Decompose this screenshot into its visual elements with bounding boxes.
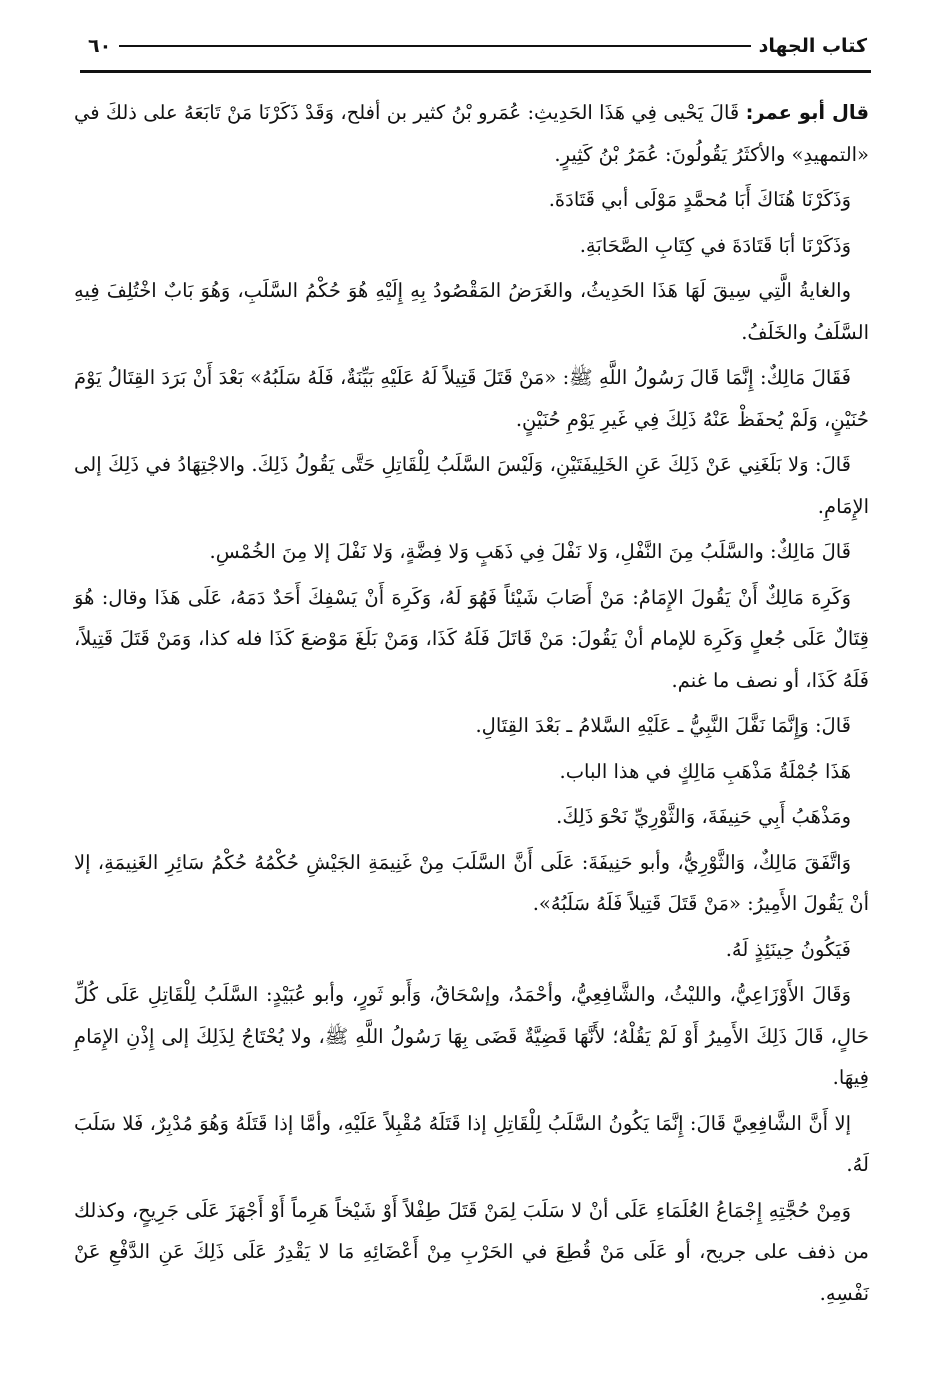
paragraph-11: ومَذْهَبُ أَبِي حَنِيفَةَ، وَالثَّوْرِيِّ نَحْوَ ذَلِكَ. bbox=[556, 805, 851, 828]
body-text bbox=[74, 92, 869, 1318]
paragraph-text: قَالَ يَحْيى فِي هَذَا الحَدِيثِ: عُمَرو بْنُ كثير بن أفلح، وَقَدْ ذَكَرْنَا مَنْ تَابَعَهُ على ذلكَ في «التمهيدِ» والأكثَرُ يَقُولُونَ: عُمَرُ بْنُ كَثِيرٍ. bbox=[74, 101, 869, 166]
paragraph-lead-in: قال أبو عمر: bbox=[745, 101, 870, 124]
header-rule bbox=[119, 45, 750, 47]
paragraph-13: فَيَكُونُ حِينَئِذٍ لَهُ. bbox=[725, 937, 851, 961]
running-header bbox=[80, 28, 871, 64]
paragraph-2: وَذَكَرْنَا هُنَاكَ أَبَا مُحمَّدٍ مَوْلَى أبي قَتَادَةَ. bbox=[548, 188, 851, 211]
paragraph-6: قَالَ: وَلا بَلَغَنِي عَنْ ذَلِكَ عَنِ الخَلِيفَتَيْنِ، وَلَيْسَ السَّلَبُ لِلْقَاتِلِ حَتَّى يَقُولُ ذَلِكَ. والاجْتِهَادُ في ذَلِكَ إلى الإِمَامِ. bbox=[74, 453, 869, 518]
paragraph-5: فَقَالَ مَالِكٌ: إِنَّمَا قَالَ رَسُولُ اللَّهِ ﷺ: «مَنْ قَتَلَ قَتِيلاً لَهُ عَلَيْهِ بَيِّنَةٌ، فَلَهُ سَلَبُهُ» بَعْدَ أَنْ بَرَدَ القِتَالُ يَوْمَ حُنَيْنٍ، وَلَمْ يُحفَظْ عَنْهُ ذَلِكَ فِي غَيرِ يَوْمِ حُنَيْنٍ. bbox=[74, 366, 869, 431]
paragraph-12: وَاتَّفَقَ مَالِكٌ، وَالثَّوْرِيُّ، وأبو حَنِيفَةَ: عَلَى أَنَّ السَّلَبَ مِنْ غَنِيمَةِ الجَيْشِ حُكْمُهُ حُكْمُ سَائِرِ الغَنِيمَةِ، إلا أنْ يَقُولَ الأَمِيرُ: «مَنْ قَتَلَ قَتِيلاً فَلَهُ سَلَبُهُ». bbox=[74, 850, 869, 915]
page-number: ٦٠ bbox=[88, 35, 112, 57]
header-divider bbox=[80, 70, 871, 73]
paragraph-15: إلا أَنَّ الشَّافِعِيَّ قَالَ: إِنَّمَا يَكُونُ السَّلَبُ لِلْقَاتِلِ إذا قَتَلَهُ مُقْبِلاً عَلَيْهِ، وأمَّا إذا قَتَلَهُ وَهُوَ مُدْبِرٌ، فَلا سَلَبَ لَهُ. bbox=[74, 1111, 869, 1176]
paragraph-14: وَقَالَ الأَوْزَاعِيُّ، والليْثُ، والشَّافِعِيُّ، وأحْمَدُ، وإسْحَاقُ، وَأَبو ثَورٍ، وأبو عُبَيْدٍ: السَّلَبُ لِلْقَاتِلِ عَلَى كُلِّ حَالٍ، قَالَ ذَلِكَ الأَمِيرُ أَوْ لَمْ يَقُلْهُ؛ لأَنَّهَا قَضِيَّةٌ قَضَى بِهَا رَسُولُ اللَّهِ ﷺ، ولا يُحْتَاجُ لِذَلِكَ إلى إِذْنِ الإِمَامِ فِيهَا. bbox=[74, 983, 869, 1089]
paragraph-10: هَذَا جُمْلَةُ مَذْهَبِ مَالِكٍ في هذا الباب. bbox=[559, 759, 851, 783]
paragraph-9: قَالَ: وَإِنَّمَا نَفَّلَ النَّبِيُّ ـ عَلَيْهِ السَّلامُ ـ بَعْدَ القِتَالِ. bbox=[475, 714, 851, 737]
paragraph-8: وَكَرِهَ مَالِكٌ أَنْ يَقُولَ الإِمَامُ: مَنْ أَصَابَ شَيْئاً فَهُوَ لَهُ، وَكَرِهَ أَنْ يَسْفِكَ أَحَدٌ دَمَهُ، عَلَى هَذَا وقال: هُوَ قِتَالٌ عَلَى جُعلٍ وَكَرِهَ للإمام أنْ يَقُولَ: مَنْ قَاتَلَ فَلَهُ كَذَا، وَمَنْ بَلَغَ مَوْضعَ كَذَا فله كذا، وَمَنْ قَتَلَ قَتِيلاً، فَلَهُ كَذَا، أو نصف ما غنم. bbox=[74, 585, 869, 692]
paragraph-4: والغايةُ الَّتِي سِيقَ لَهَا هَذَا الحَدِيثُ، والغَرَضُ المَقْصُودُ بِهِ إِلَيْهِ هُوَ حُكْمُ السَّلَبِ، وَهُوَ بَابٌ اخْتُلِفَ فِيهِ السَّلَفُ والخَلَفُ. bbox=[74, 279, 869, 344]
paragraph-3: وَذَكَرْنَا أبَا قَتَادَةَ في كِتَابِ الصَّحَابَةِ. bbox=[579, 233, 851, 257]
paragraph-16: وَمِنْ حُجَّتِهِ إِجْمَاعُ العُلَمَاءِ عَلَى أنْ لا سَلَبَ لِمَنْ قَتَلَ طِفْلاً أَوْ شَيْخاً هَرِماً أَوْ أَجْهَزَ عَلَى جَرِيحٍ، وكذلك من ذفف على جريح، أو عَلَى مَنْ قُطِعَ في الحَرْبِ مِنْ أَعْضَائِهِ مَا لا يَقْدِرُ عَلَى ذَلِكَ عَنِ الدَّفْعِ عَنْ نَفْسِهِ. bbox=[74, 1198, 869, 1305]
paragraph-1 bbox=[74, 92, 869, 175]
paragraph-7: قَالَ مَالِكٌ: والسَّلَبُ مِنَ النَّفْلِ، وَلا نَفْلَ فِي ذَهَبٍ وَلا فِضَّةٍ، وَلا نَفْلَ إلا مِنَ الخُمْسِ. bbox=[209, 540, 851, 563]
book-title: كتاب الجهاد bbox=[758, 35, 867, 57]
